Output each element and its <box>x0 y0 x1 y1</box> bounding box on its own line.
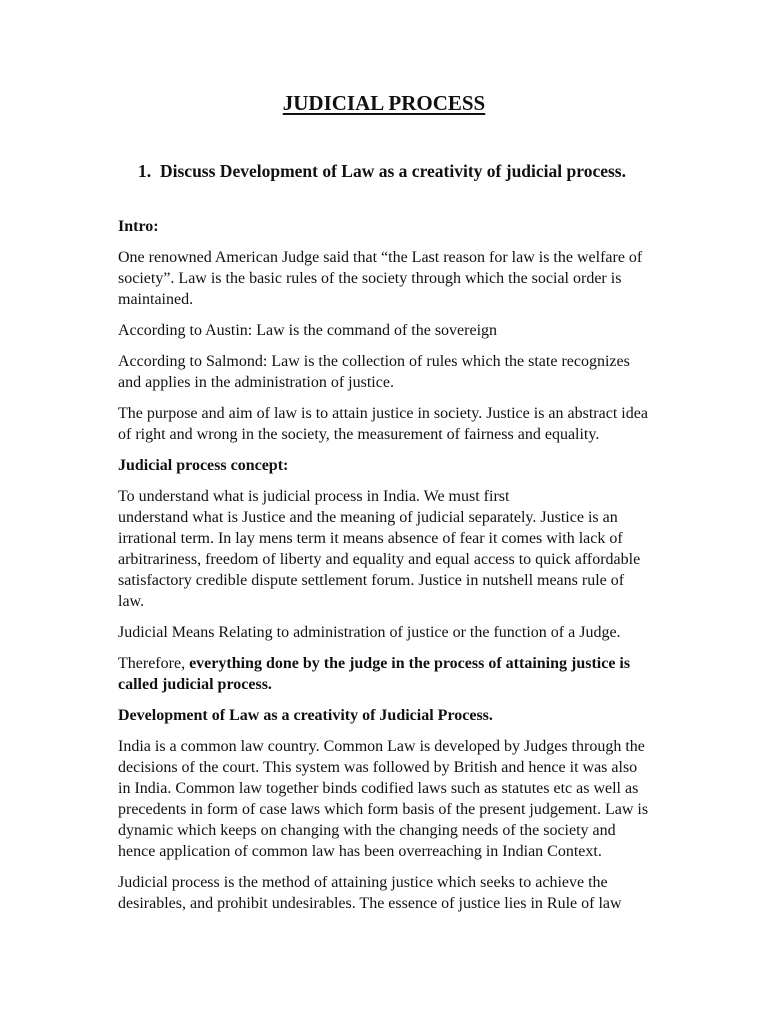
concept-paragraph-2: Judicial Means Relating to administration of justice or the function of a Judge. <box>118 624 621 641</box>
development-heading: Development of Law as a creativity of Judicial Process. <box>118 707 493 724</box>
question-number: 1. <box>138 161 152 181</box>
concept-paragraph-1-line-1: To understand what is judicial process in India. We must first <box>118 488 510 505</box>
intro-heading: Intro: <box>118 218 159 235</box>
concept-paragraph-3 <box>118 653 653 695</box>
development-paragraph-1: India is a common law country. Common Law is developed by Judges through the decisions of the court. This system was followed by British and hence it was also in India. Common law together binds codified laws such as statutes etc as well as precedents in form of case laws which form basis of the present judgement. Law is dynamic which keeps on changing with the changing needs of the society and hence application of common law has been overreaching in Indian Context. <box>118 738 649 860</box>
concept-paragraph-1 <box>118 486 653 612</box>
intro-paragraph-1: One renowned American Judge said that “the Last reason for law is the welfare of society”. Law is the basic rules of the society through which the social order is maintained. <box>118 249 643 308</box>
development-paragraph-2: Judicial process is the method of attaining justice which seeks to achieve the desirables, and prohibit undesirables. The essence of justice lies in Rule of law <box>118 874 622 912</box>
intro-paragraph-3: According to Salmond: Law is the collection of rules which the state recognizes and applies in the administration of justice. <box>118 353 630 391</box>
concept-paragraph-1-rest: understand what is Justice and the meaning of judicial separately. Justice is an irrational term. In lay mens term it means absence of fear it comes with lack of arbitrariness, freedom of liberty and equality and equal access to quick affordable satisfactory credible dispute settlement forum. Justice in nutshell means rule of law. <box>118 509 641 610</box>
question-item <box>118 160 638 183</box>
concept-heading: Judicial process concept: <box>118 457 289 474</box>
concept-paragraph-3-emphasis: everything done by the judge in the process of attaining justice is called judicial process. <box>118 655 631 693</box>
document-body <box>118 216 653 924</box>
concept-paragraph-3-lead: Therefore, <box>118 655 190 672</box>
question-text: Discuss Development of Law as a creativity of judicial process. <box>160 161 626 181</box>
intro-paragraph-2: According to Austin: Law is the command of the sovereign <box>118 322 498 339</box>
document-title: JUDICIAL PROCESS <box>282 91 486 115</box>
intro-paragraph-4: The purpose and aim of law is to attain justice in society. Justice is an abstract idea of right and wrong in the society, the measurement of fairness and equality. <box>118 405 648 443</box>
